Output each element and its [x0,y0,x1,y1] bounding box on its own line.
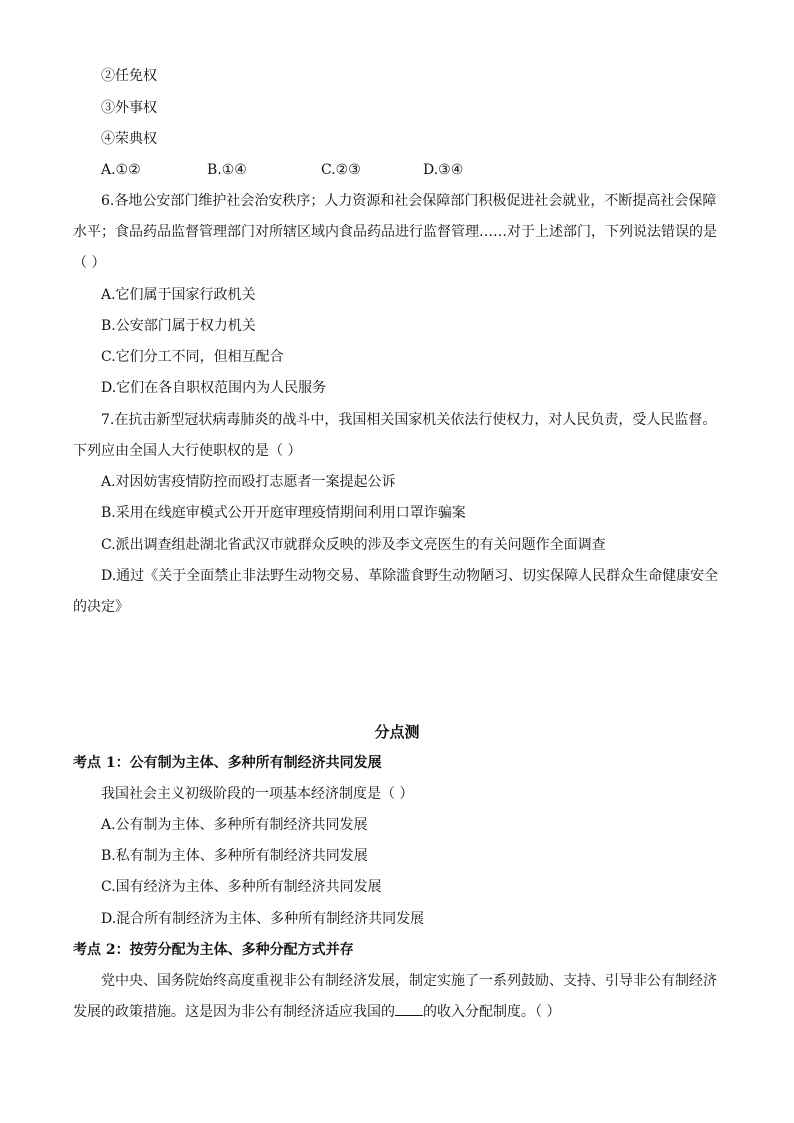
fill-in-blank [395,1003,423,1016]
q6-option-d: D.它们在各自职权范围内为人民服务 [101,380,327,396]
q7-option-b: B.采用在线庭审模式公开开庭审理疫情期间利用口罩诈骗案 [101,505,466,521]
q5-choice-b: B.①④ [207,162,247,178]
q7-option-d-line2: 的决定》 [73,599,129,615]
kaodian1-title: 考点 1：公有制为主体、多种所有制经济共同发展 [73,755,382,771]
q5-option-4: ④荣典权 [101,131,157,147]
q5-choice-c: C.②③ [321,162,361,178]
q6-option-c: C.它们分工不同，但相互配合 [101,349,284,365]
kaodian2-stem-line2-pre: 发展的政策措施。这是因为非公有制经济适应我国的 [73,1004,395,1020]
q5-choice-a: A.①② [101,162,141,178]
kaodian2-title: 考点 2：按劳分配为主体、多种分配方式并存 [73,942,354,958]
kaodian1-option-b: B.私有制为主体、多种所有制经济共同发展 [101,848,368,864]
q7-option-d-line1: D.通过《关于全面禁止非法野生动物交易、革除滥食野生动物陋习、切实保障人民群众生命健康安全 [101,568,719,584]
kaodian1-option-a: A.公有制为主体、多种所有制经济共同发展 [101,817,368,833]
kaodian1-stem: 我国社会主义初级阶段的一项基本经济制度是（ ） [101,786,414,802]
q7-option-a: A.对因妨害疫情防控而殴打志愿者一案提起公诉 [101,474,396,490]
q5-choices [101,160,463,180]
q6-option-b: B.公安部门属于权力机关 [101,318,256,334]
q6-stem-line2: 水平；食品药品监督管理部门对所辖区域内食品药品进行监督管理……对于上述部门，下列说法错误的是 [73,224,717,240]
q6-stem-line1: 6.各地公安部门维护社会治安秩序；人力资源和社会保障部门积极促进社会就业，不断提高社会保障 [101,193,717,209]
q7-stem-line1: 7.在抗击新型冠状病毒肺炎的战斗中，我国相关国家机关依法行使权力，对人民负责，受人民监督。 [101,412,717,428]
q7-stem-line2: 下列应由全国人大行使职权的是（ ） [73,443,302,459]
q6-option-a: A.它们属于国家行政机关 [101,287,256,303]
kaodian2-stem-line1: 党中央、国务院始终高度重视非公有制经济发展，制定实施了一系列鼓励、支持、引导非公有制经济 [101,973,717,989]
q5-option-2: ②任免权 [101,68,157,84]
kaodian2-stem-line2-post: 的收入分配制度。（ ） [423,1004,561,1020]
kaodian2-stem-line2 [73,1002,560,1022]
q7-option-c: C.派出调查组赴湖北省武汉市就群众反映的涉及李文亮医生的有关问题作全面调查 [101,537,606,553]
kaodian1-option-c: C.国有经济为主体、多种所有制经济共同发展 [101,879,382,895]
q5-choice-d: D.③④ [423,162,464,178]
kaodian1-option-d: D.混合所有制经济为主体、多种所有制经济共同发展 [101,911,425,927]
section-title: 分点测 [374,723,420,741]
q5-option-3: ③外事权 [101,100,157,116]
q6-stem-line3: （ ） [73,255,106,271]
